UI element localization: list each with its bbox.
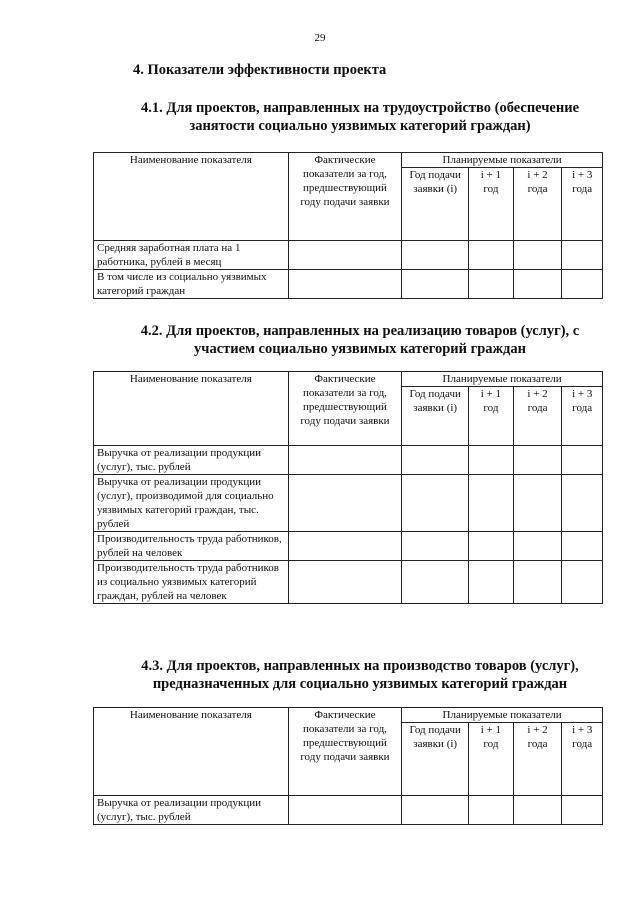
table-row [94,475,603,532]
table-row [94,270,603,299]
header-i1: i + 1 год [469,168,514,241]
page-number: 29 [314,32,326,44]
header-i1: i + 1 год [469,723,514,796]
header-i3: i + 3 года [562,723,603,796]
table-row [94,532,603,561]
header-planned: Планируемые показатели [402,153,603,168]
header-actual: Фактические показатели за год, предшествующий году подачи заявки [288,372,402,446]
subsection-title-4-1: 4.1. Для проектов, направленных на трудоустройство (обеспечение занятости социально уязвимых категорий граждан) [140,100,580,134]
header-i3: i + 3 года [562,387,603,446]
table-row [94,446,603,475]
row-label: Выручка от реализации продукции (услуг), производимой для социально уязвимых категорий граждан, тыс. рублей [94,475,289,532]
row-label: Выручка от реализации продукции (услуг), тыс. рублей [94,446,289,475]
section-title: 4. Показатели эффективности проекта [133,62,387,78]
header-indicator-name: Наименование показателя [94,708,289,796]
row-label: Средняя заработная плата на 1 работника, рублей в месяц [94,241,289,270]
header-i3: i + 3 года [562,168,603,241]
row-label: Производительность труда работников из социально уязвимых категорий граждан, рублей на человек [94,561,289,604]
header-actual: Фактические показатели за год, предшествующий году подачи заявки [288,708,402,796]
subsection-title-4-2: 4.2. Для проектов, направленных на реализацию товаров (услуг), с участием социально уязвимых категорий граждан [140,323,580,357]
header-i2: i + 2 года [513,723,562,796]
header-i2: i + 2 года [513,168,562,241]
row-label: Производительность труда работников, рублей на человек [94,532,289,561]
header-indicator-name: Наименование показателя [94,153,289,241]
indicators-table-4-2 [93,371,603,604]
header-planned: Планируемые показатели [402,708,603,723]
header-actual: Фактические показатели за год, предшествующий году подачи заявки [288,153,402,241]
indicators-table-4-1 [93,152,603,299]
table-row [94,796,603,825]
header-planned: Планируемые показатели [402,372,603,387]
table-row [94,241,603,270]
header-indicator-name: Наименование показателя [94,372,289,446]
header-year-i: Год подачи заявки (i) [402,387,469,446]
row-label: Выручка от реализации продукции (услуг), тыс. рублей [94,796,289,825]
header-year-i: Год подачи заявки (i) [402,168,469,241]
indicators-table-4-3 [93,707,603,825]
row-label: В том числе из социально уязвимых категорий граждан [94,270,289,299]
header-i2: i + 2 года [513,387,562,446]
header-i1: i + 1 год [469,387,514,446]
table-row [94,561,603,604]
subsection-title-4-3: 4.3. Для проектов, направленных на производство товаров (услуг), предназначенных для социально уязвимых категорий граждан [141,658,579,692]
header-year-i: Год подачи заявки (i) [402,723,469,796]
